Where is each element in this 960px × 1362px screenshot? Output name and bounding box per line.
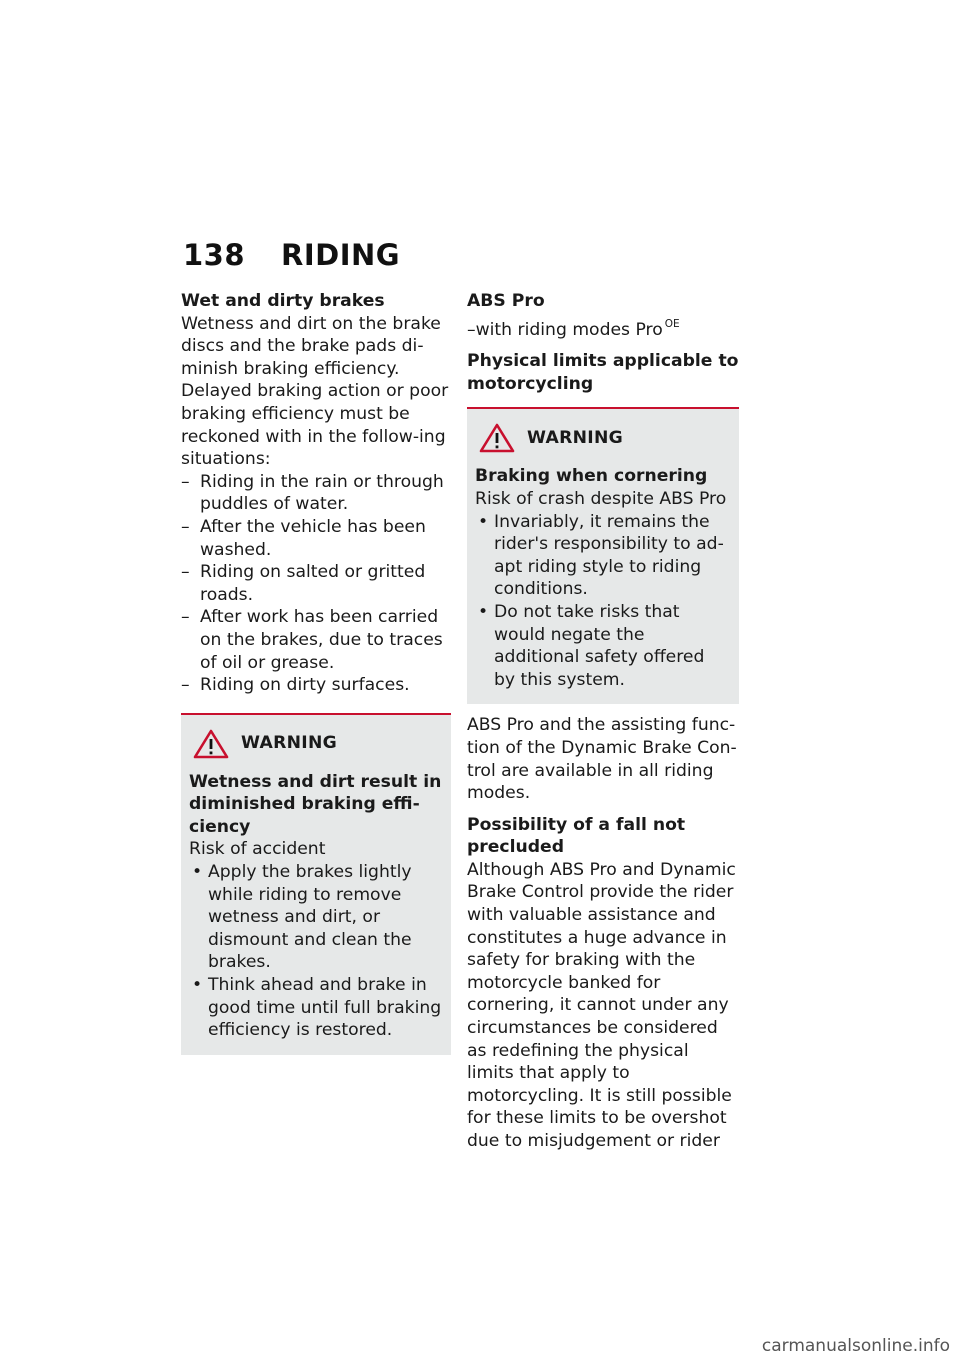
- section-title: RIDING: [281, 238, 401, 272]
- warning-header: [189, 729, 442, 759]
- option-superscript: OE: [664, 317, 680, 330]
- warning-actions-list: [475, 511, 730, 692]
- abs-pro-subline: [467, 313, 739, 342]
- page-number: 138: [183, 238, 246, 272]
- list-item: • Do not take risks that would negate the additional safety offered by this system.: [475, 601, 730, 691]
- warning-box-braking-efficiency: [181, 713, 451, 1055]
- warning-risk: Risk of accident: [189, 839, 326, 860]
- physical-limits-heading: Physical limits applicable to motorcycling: [467, 351, 739, 394]
- warning-actions-list: [189, 861, 442, 1042]
- list-item: – Riding on dirty surfaces.: [181, 674, 451, 697]
- abs-pro-subline-text: –with riding modes Pro: [467, 319, 663, 340]
- warning-title: Braking when cornering: [475, 466, 708, 487]
- abs-pro-availability-paragraph: ABS Pro and the assisting func-tion of the Dynamic Brake Con-trol are available in all riding modes.: [467, 715, 737, 804]
- list-item: • Think ahead and brake in good time until full braking efficiency is restored.: [189, 974, 442, 1042]
- warning-label: WARNING: [527, 428, 624, 449]
- list-item: – After work has been carried on the brakes, due to traces of oil or grease.: [181, 606, 451, 674]
- list-item: • Apply the brakes lightly while riding to remove wetness and dirt, or dismount and clean the brakes.: [189, 861, 442, 974]
- warning-risk: Risk of crash despite ABS Pro: [475, 488, 727, 509]
- list-item: – Riding in the rain or through puddles of water.: [181, 471, 451, 516]
- abs-pro-heading: ABS Pro: [467, 291, 545, 311]
- left-column: [181, 290, 451, 1055]
- list-item: • Invariably, it remains the rider's responsibility to ad-apt riding style to riding conditions.: [475, 511, 730, 601]
- list-item: – Riding on salted or gritted roads.: [181, 561, 451, 606]
- warning-triangle-icon: [193, 729, 229, 759]
- situations-list: [181, 471, 451, 697]
- right-column: [467, 290, 739, 1153]
- page-header: [183, 238, 400, 272]
- warning-triangle-icon: [479, 423, 515, 453]
- warning-header: [475, 423, 730, 453]
- fall-not-precluded-heading: Possibility of a fall not precluded: [467, 814, 686, 858]
- list-item: – After the vehicle has been washed.: [181, 516, 451, 561]
- warning-title: Wetness and dirt result in diminished braking effi-ciency: [189, 771, 442, 837]
- warning-box-cornering: [467, 407, 739, 704]
- wet-dirty-brakes-heading: Wet and dirty brakes: [181, 291, 385, 311]
- watermark: carmanualsonline.info: [761, 1336, 950, 1356]
- fall-not-precluded-paragraph: Although ABS Pro and Dynamic Brake Control provide the rider with valuable assistance and constitutes a huge advance in safety for braking with the motorcycle banked for cornering, it cannot under any circumstances be considered as redefining the physical limits that apply to motorcycling. It is still possible for these limits to be overshot due to misjudgement or rider: [467, 859, 736, 1151]
- warning-label: WARNING: [241, 733, 338, 754]
- wet-dirty-brakes-intro: Wetness and dirt on the brake discs and the brake pads di-minish braking efficiency. Delayed braking action or poor braking efficiency must be reckoned with in the follow-ing situations:: [181, 313, 449, 470]
